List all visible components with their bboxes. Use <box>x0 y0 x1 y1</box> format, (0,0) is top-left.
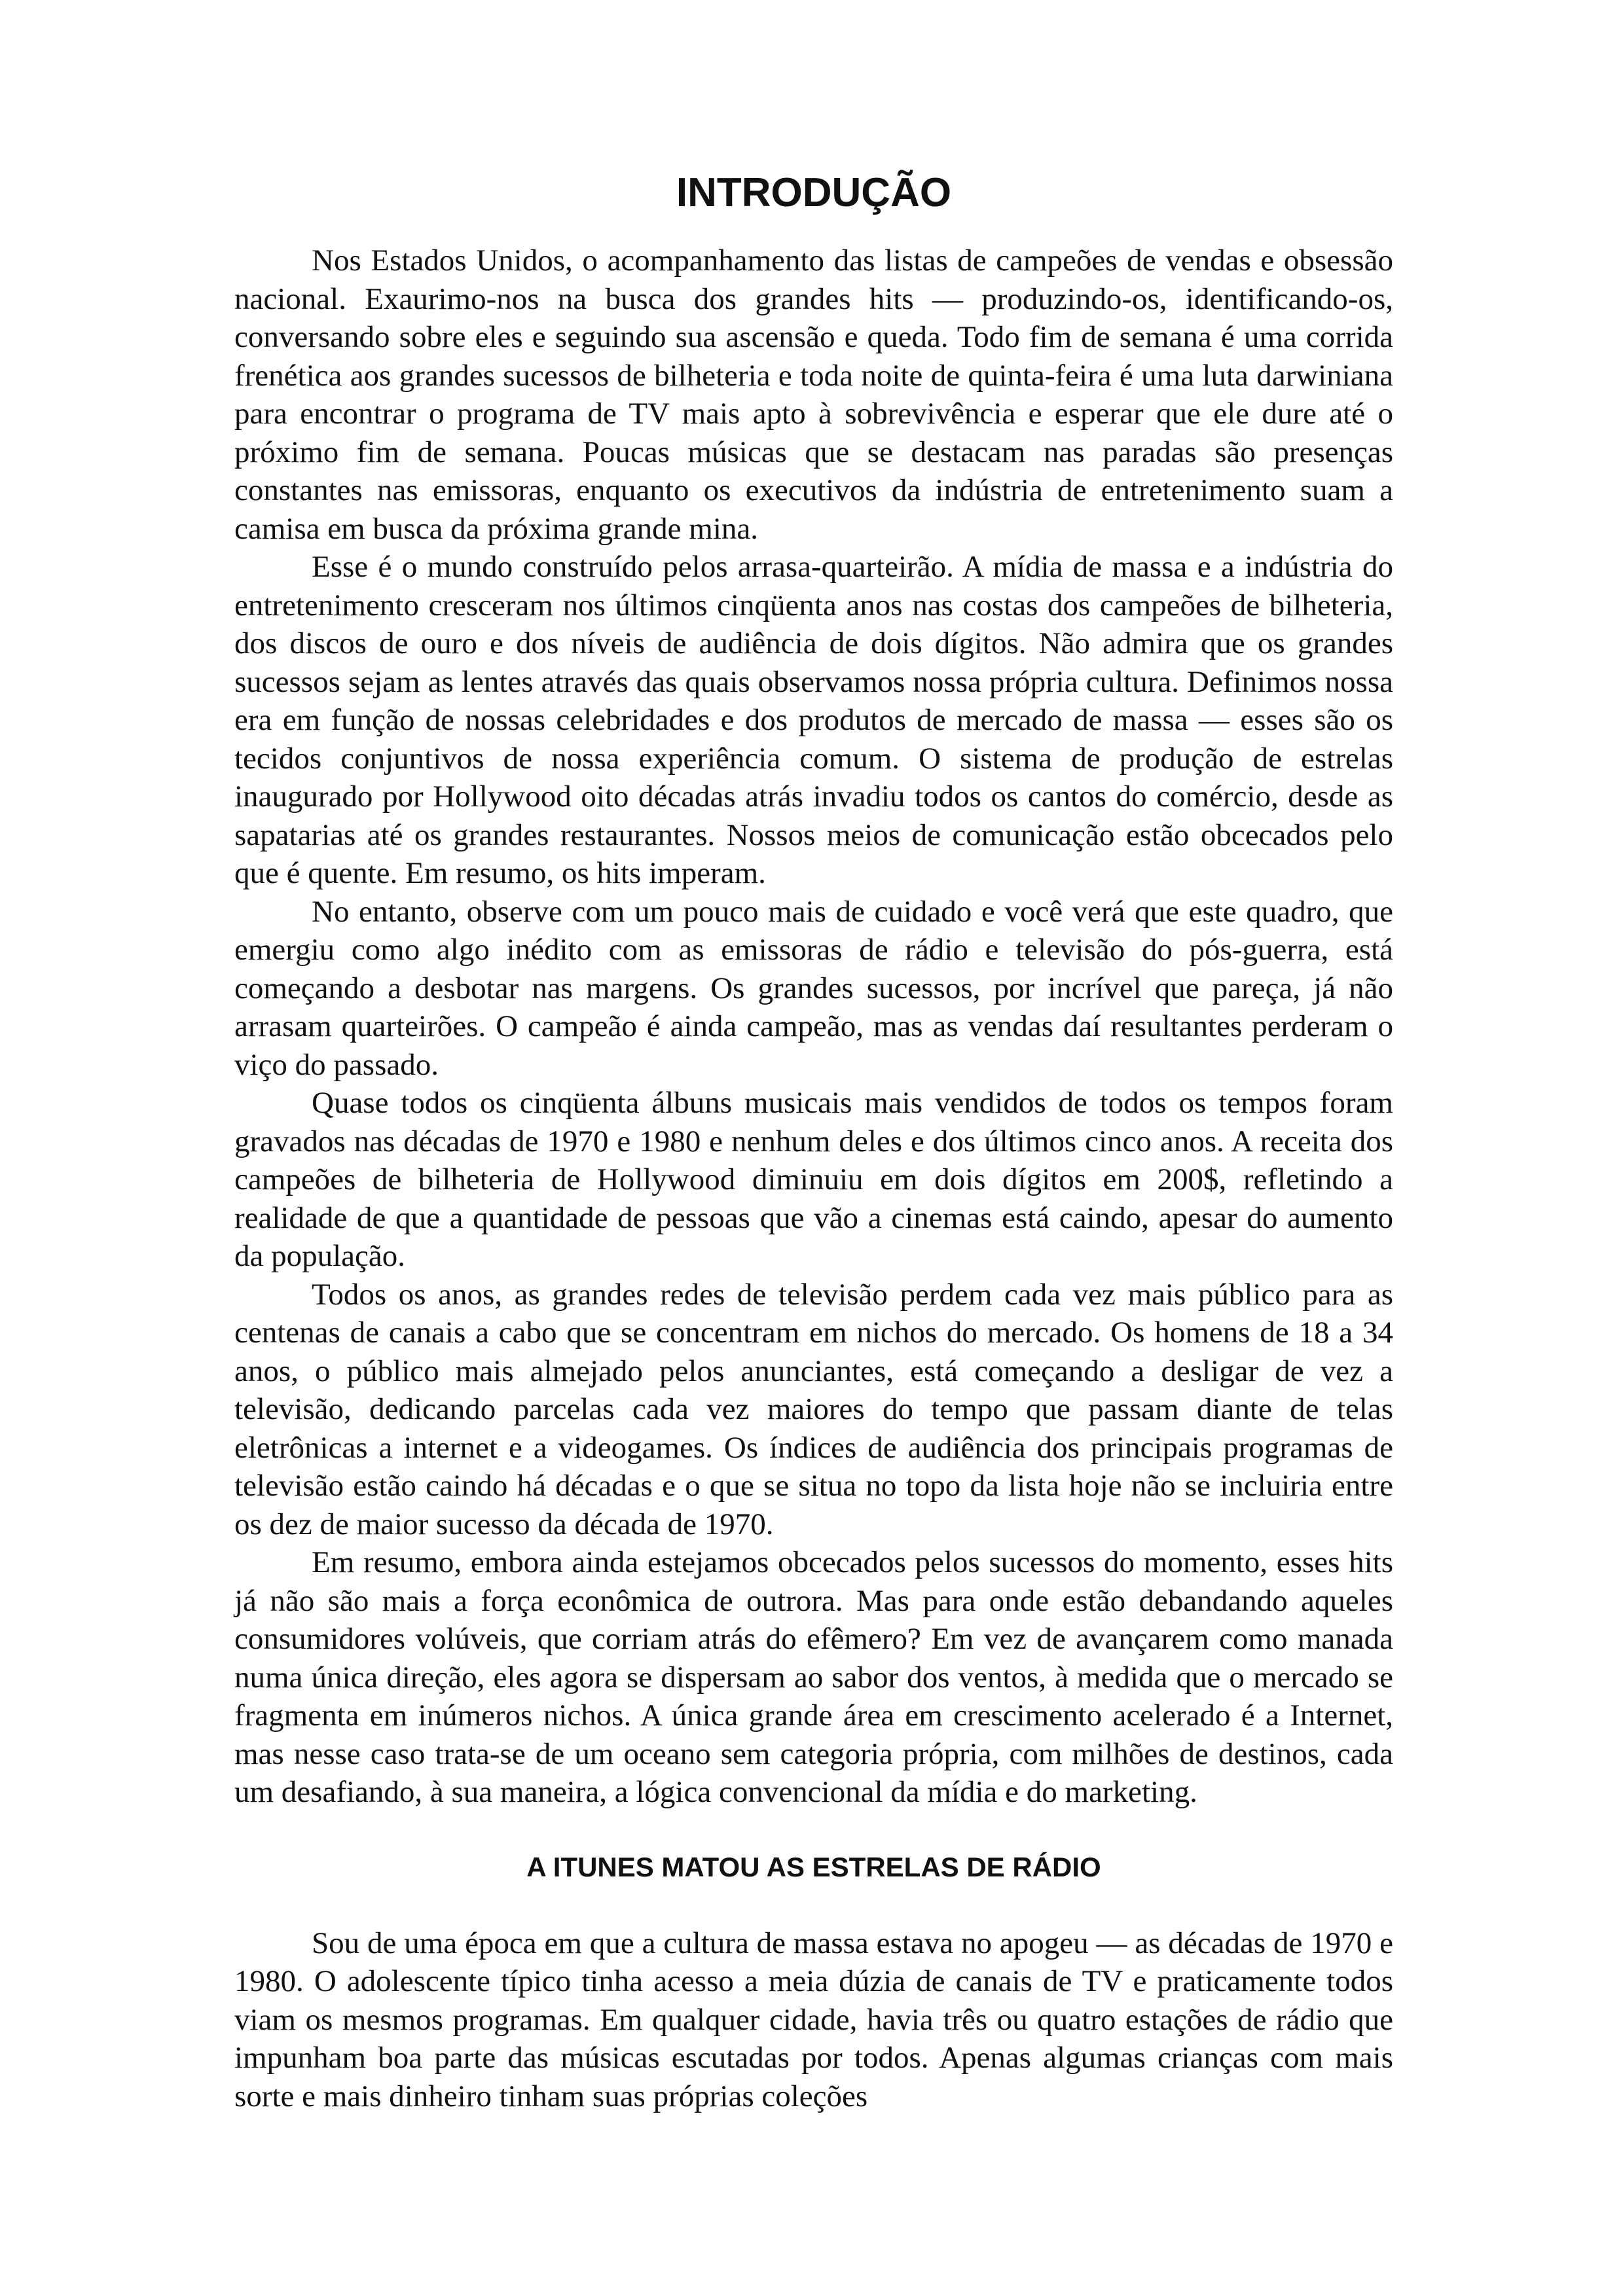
body-paragraph: Nos Estados Unidos, o acompanhamento das listas de campeões de vendas e obsessão nacional. Exaurimo-nos na busca dos grandes hits — produzindo-os, identificando-os, conversando sobre eles e seguindo sua ascensão e queda. Todo fim de semana é uma corrida frenética aos grandes sucessos de bilheteria e toda noite de quinta-feira é uma luta darwiniana para encontrar o programa de TV mais apto à sobrevivência e esperar que ele dure até o próximo fim de semana. Poucas músicas que se destacam nas paradas são presenças constantes nas emissoras, enquanto os executivos da indústria de entretenimento suam a camisa em busca da próxima grande mina. <box>234 243 1393 546</box>
body-paragraph: Quase todos os cinqüenta álbuns musicais mais vendidos de todos os tempos foram gravados nas décadas de 1970 e 1980 e nenhum deles e dos últimos cinco anos. A receita dos campeões de bilheteria de Hollywood diminuiu em dois dígitos em 200$, refletindo a realidade de que a quantidade de pessoas que vão a cinemas está caindo, apesar do aumento da população. <box>234 1086 1393 1273</box>
page-content <box>234 167 1393 2115</box>
page-title: INTRODUÇÃO <box>676 170 952 215</box>
body-paragraph: Em resumo, embora ainda estejamos obcecados pelos sucessos do momento, esses hits já não são mais a força econômica de outrora. Mas para onde estão debandando aqueles consumidores volúveis, que corriam atrás do efêmero? Em vez de avançarem como manada numa única direção, eles agora se dispersam ao sabor dos ventos, à medida que o mercado se fragmenta em inúmeros nichos. A única grande área em crescimento acelerado é a Internet, mas nesse caso trata-se de um oceano sem categoria própria, com milhões de destinos, cada um desafiando, à sua maneira, a lógica convencional da mídia e do marketing. <box>234 1545 1393 1809</box>
body-paragraph: Todos os anos, as grandes redes de televisão perdem cada vez mais público para as centenas de canais a cabo que se concentram em nichos do mercado. Os homens de 18 a 34 anos, o público mais almejado pelos anunciantes, está começando a desligar de vez a televisão, dedicando parcelas cada vez maiores do tempo que passam diante de telas eletrônicas a internet e a videogames. Os índices de audiência dos principais programas de televisão estão caindo há décadas e o que se situa no topo da lista hoje não se incluiria entre os dez de maior sucesso da década de 1970. <box>234 1277 1393 1541</box>
body-paragraph: No entanto, observe com um pouco mais de cuidado e você verá que este quadro, que emergiu como algo inédito com as emissoras de rádio e televisão do pós-guerra, está começando a desbotar nas margens. Os grandes sucessos, por incrível que pareça, já não arrasam quarteirões. O campeão é ainda campeão, mas as vendas daí resultantes perderam o viço do passado. <box>234 894 1393 1082</box>
body-paragraph: Esse é o mundo construído pelos arrasa-quarteirão. A mídia de massa e a indústria do entretenimento cresceram nos últimos cinqüenta anos nas costas dos campeões de bilheteria, dos discos de ouro e dos níveis de audiência de dois dígitos. Não admira que os grandes sucessos sejam as lentes através das quais observamos nossa própria cultura. Definimos nossa era em função de nossas celebridades e dos produtos de mercado de massa — esses são os tecidos conjuntivos de nossa experiência comum. O sistema de produção de estrelas inaugurado por Hollywood oito décadas atrás invadiu todos os cantos do comércio, desde as sapatarias até os grandes restaurantes. Nossos meios de comunicação estão obcecados pelo que é quente. Em resumo, os hits imperam. <box>234 550 1393 890</box>
body-paragraph: Sou de uma época em que a cultura de massa estava no apogeu — as décadas de 1970 e 1980. O adolescente típico tinha acesso a meia dúzia de canais de TV e praticamente todos viam os mesmos programas. Em qualquer cidade, havia três ou quatro estações de rádio que impunham boa parte das músicas escutadas por todos. Apenas algumas crianças com mais sorte e mais dinheiro tinham suas próprias coleções <box>234 1926 1393 2113</box>
section-heading: A ITUNES MATOU AS ESTRELAS DE RÁDIO <box>526 1851 1101 1882</box>
